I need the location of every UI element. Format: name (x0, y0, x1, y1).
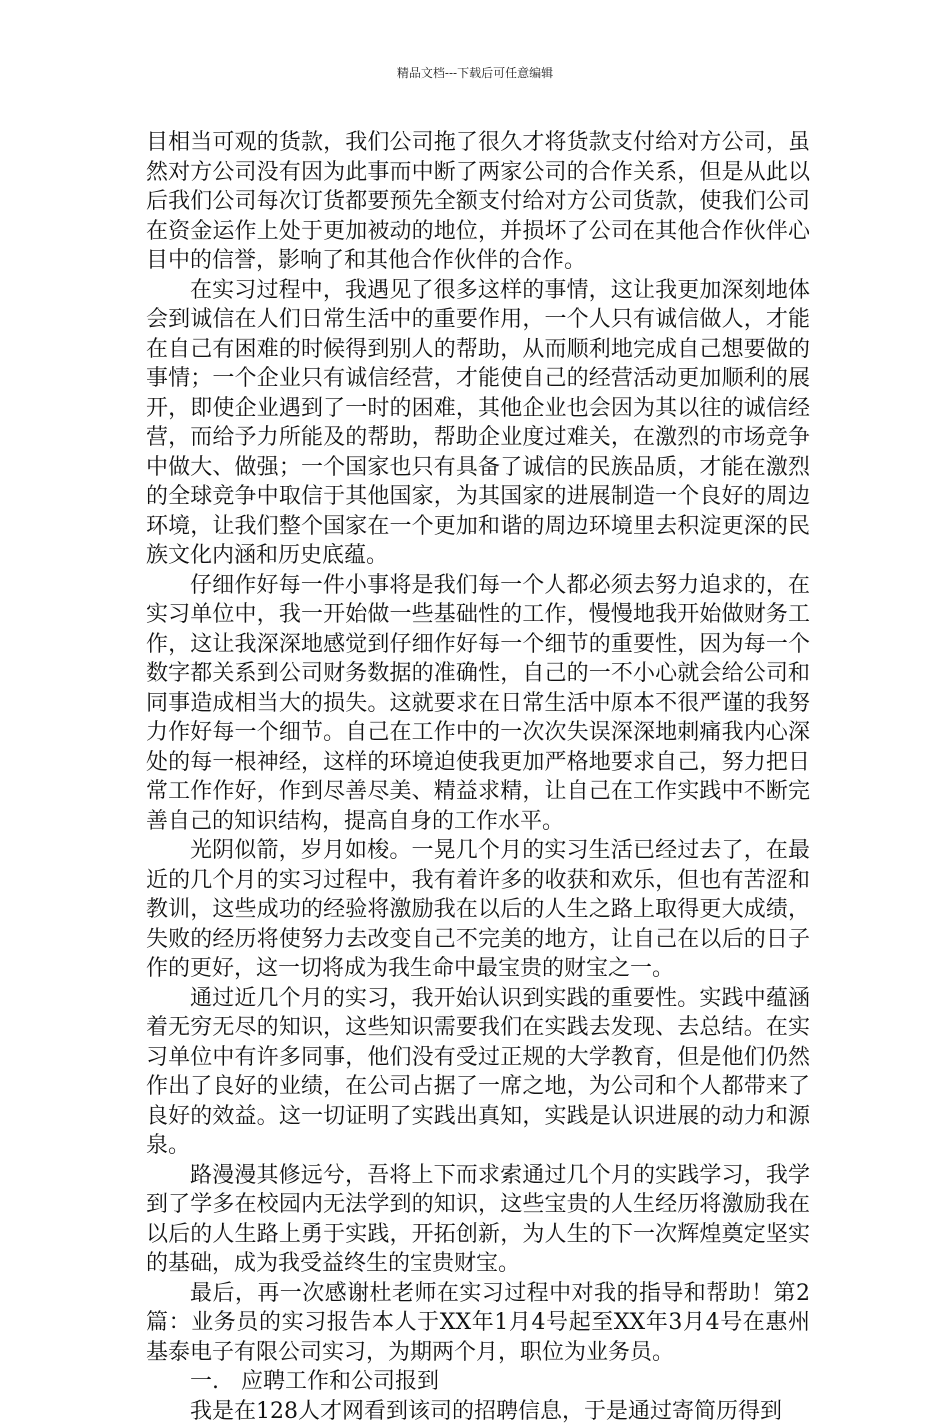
paragraph-1: 目相当可观的货款，我们公司拖了很久才将货款支付给对方公司，虽然对方公司没有因为此事而中断了两家公司的合作关系，但是从此以后我们公司每次订货都要预先全额支付给对方公司货款，使我们公司在资金运作上处于更加被动的地位，并损坏了公司在其他合作伙伴心目中的信誉，影响了和其他合作伙伴的合作。 (146, 128, 810, 276)
paragraph-5: 通过近几个月的实习，我开始认识到实践的重要性。实践中蕴涵着无穷无尽的知识，这些知识需要我们在实践去发现、去总结。在实习单位中有许多同事，他们没有受过正规的大学教育，但是他们仍然作出了良好的业绩，在公司占据了一席之地，为公司和个人都带来了良好的效益。这一切证明了实践出真知，实践是认识进展的动力和源泉。 (146, 984, 810, 1161)
paragraph-8: 我是在128人才网看到该司的招聘信息，于是通过寄简历得到 (146, 1397, 810, 1426)
section-heading: 一. 应聘工作和公司报到 (146, 1367, 810, 1397)
paragraph-2: 在实习过程中，我遇见了很多这样的事情，这让我更加深刻地体会到诚信在人们日常生活中的重要作用，一个人只有诚信做人，才能在自己有困难的时候得到别人的帮助，从而顺利地完成自己想要做的事情；一个企业只有诚信经营，才能使自己的经营活动更加顺利的展开，即使企业遇到了一时的困难，其他企业也会因为其以往的诚信经营，而给予力所能及的帮助，帮助企业度过难关，在激烈的市场竞争中做大、做强；一个国家也只有具备了诚信的民族品质，才能在激烈的全球竞争中取信于其他国家，为其国家的进展制造一个良好的周边环境，让我们整个国家在一个更加和谐的周边环境里去积淀更深的民族文化内涵和历史底蕴。 (146, 276, 810, 571)
paragraph-4: 光阴似箭，岁月如梭。一晃几个月的实习生活已经过去了，在最近的几个月的实习过程中，我有着许多的收获和欢乐，但也有苦涩和教训，这些成功的经验将激励我在以后的人生之路上取得更大成绩，失败的经历将使努力去改变自己不完美的地方，让自己在以后的日子作的更好，这一切将成为我生命中最宝贵的财宝之一。 (146, 836, 810, 984)
paragraph-7: 最后，再一次感谢杜老师在实习过程中对我的指导和帮助！第2篇：业务员的实习报告本人于XX年1月4号起至XX年3月4号在惠州基泰电子有限公司实习，为期两个月，职位为业务员。 (146, 1279, 810, 1368)
page-header: 精品文档---下载后可任意编辑 (0, 66, 950, 80)
paragraph-3: 仔细作好每一件小事将是我们每一个人都必须去努力追求的，在实习单位中，我一开始做一些基础性的工作，慢慢地我开始做财务工作，这让我深深地感觉到仔细作好每一个细节的重要性，因为每一个数字都关系到公司财务数据的准确性，自己的一不小心就会给公司和同事造成相当大的损失。这就要求在日常生活中原本不很严谨的我努力作好每一个细节。自己在工作中的一次次失误深深地刺痛我内心深处的每一根神经，这样的环境迫使我更加严格地要求自己，努力把日常工作作好，作到尽善尽美、精益求精，让自己在工作实践中不断完善自己的知识结构，提高自身的工作水平。 (146, 571, 810, 837)
document-body (146, 128, 810, 1426)
paragraph-6: 路漫漫其修远兮，吾将上下而求索通过几个月的实践学习，我学到了学多在校园内无法学到的知识，这些宝贵的人生经历将激励我在以后的人生路上勇于实践，开拓创新，为人生的下一次辉煌奠定坚实的基础，成为我受益终生的宝贵财宝。 (146, 1161, 810, 1279)
